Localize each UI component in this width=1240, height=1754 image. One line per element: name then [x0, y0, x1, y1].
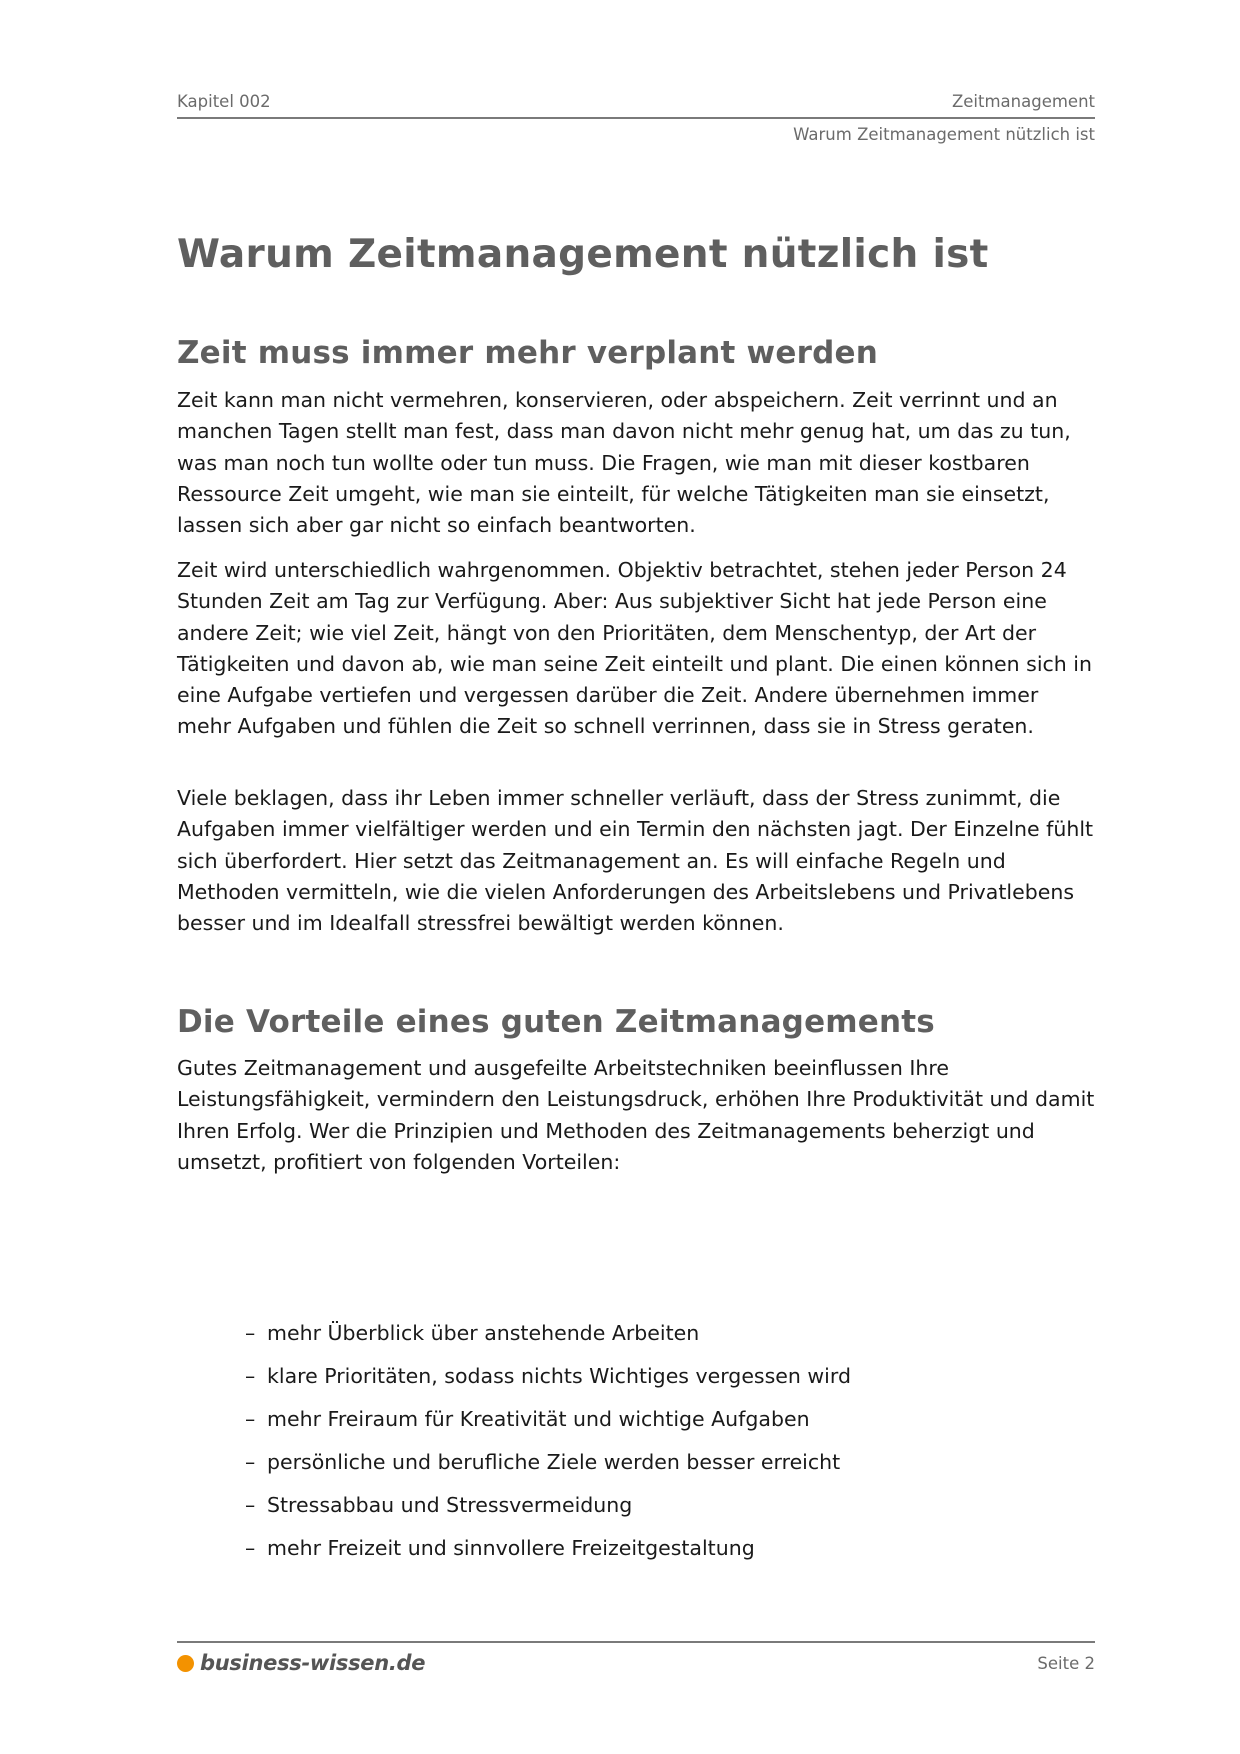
list-item: [245, 1533, 851, 1576]
page-footer: [177, 1641, 1095, 1675]
page-header: [177, 92, 1095, 144]
subtopic-label: Warum Zeitmanagement nützlich ist: [793, 125, 1095, 144]
list-item: [245, 1447, 851, 1490]
paragraph-4: Gutes Zeitmanagement und ausgefeilte Arbeitstechniken beeinflussen Ihre Leistungsfähigkeit, vermindern den Leistungsdruck, erhöhen Ihre Produktivität und damit Ihren Erfolg. Wer die Prinzipien und Methoden des Zeitmanagements beherzigt und umsetzt, profitiert von folgenden Vorteilen:: [177, 1056, 1095, 1174]
page-number: Seite 2: [1037, 1653, 1095, 1673]
header-row: [177, 92, 1095, 114]
chapter-label: Kapitel 002: [177, 92, 271, 111]
bullet-dash: –: [245, 1536, 256, 1560]
paragraph-3: Viele beklagen, dass ihr Leben immer schneller verläuft, dass der Stress zunimmt, die Aufgaben immer vielfältiger werden und ein Termin den nächsten jagt. Der Einzelne fühlt sich überfordert. Hier setzt das Zeitmanagement an. Es will einfache Regeln und Methoden vermitteln, wie die vielen Anforderungen des Arbeitslebens und Privatlebens besser und im Idealfall stressfrei bewältigt werden können.: [177, 786, 1094, 936]
paragraph-1: Zeit kann man nicht vermehren, konservieren, oder abspeichern. Zeit verrinnt und an manchen Tagen stellt man fest, dass man davon nicht mehr genug hat, um das zu tun, was man noch tun wollte oder tun muss. Die Fragen, wie man mit dieser kostbaren Ressource Zeit umgeht, wie man sie einteilt, für welche Tätigkeiten man sie einsetzt, lassen sich aber gar nicht so einfach beantworten.: [177, 388, 1071, 538]
logo-dot-icon: [177, 1655, 194, 1672]
list-item: [245, 1361, 851, 1404]
bullet-dash: –: [245, 1364, 256, 1388]
page-title: Warum Zeitmanagement nützlich ist: [177, 232, 989, 277]
benefits-list: [245, 1318, 851, 1576]
brand-logo[interactable]: [177, 1651, 425, 1675]
list-item-text: mehr Freizeit und sinnvollere Freizeitgestaltung: [267, 1536, 755, 1560]
paragraph-2: Zeit wird unterschiedlich wahrgenommen. Objektiv betrachtet, stehen jeder Person 24 Stunden Zeit am Tag zur Verfügung. Aber: Aus subjektiver Sicht hat jede Person eine andere Zeit; wie viel Zeit, hängt von den Prioritäten, dem Menschentyp, der Art der Tätigkeiten und davon ab, wie man seine Zeit einteilt und plant. Die einen können sich in eine Aufgabe vertiefen und vergessen darüber die Zeit. Andere übernehmen immer mehr Aufgaben und fühlen die Zeit so schnell verrinnen, dass sie in Stress geraten.: [177, 558, 1092, 739]
list-item: [245, 1490, 851, 1533]
bullet-dash: –: [245, 1493, 256, 1517]
list-item: [245, 1404, 851, 1447]
list-item-text: Stressabbau und Stressvermeidung: [267, 1493, 633, 1517]
list-item: [245, 1318, 851, 1361]
bullet-dash: –: [245, 1450, 256, 1474]
topic-label: Zeitmanagement: [951, 92, 1095, 111]
list-item-text: persönliche und berufliche Ziele werden besser erreicht: [267, 1450, 841, 1474]
footer-divider: [177, 1641, 1095, 1643]
section-heading-1: Zeit muss immer mehr verplant werden: [177, 335, 878, 371]
header-divider: [177, 117, 1095, 119]
section-heading-2: Die Vorteile eines guten Zeitmanagements: [177, 1004, 935, 1040]
list-item-text: mehr Freiraum für Kreativität und wichtige Aufgaben: [267, 1407, 810, 1431]
logo-text: business-wissen.de: [200, 1651, 426, 1675]
list-item-text: klare Prioritäten, sodass nichts Wichtiges vergessen wird: [267, 1364, 851, 1388]
list-item-text: mehr Überblick über anstehende Arbeiten: [267, 1321, 700, 1345]
document-page: [177, 0, 1095, 1754]
bullet-dash: –: [245, 1321, 256, 1345]
bullet-dash: –: [245, 1407, 256, 1431]
footer-row: [177, 1651, 1095, 1675]
